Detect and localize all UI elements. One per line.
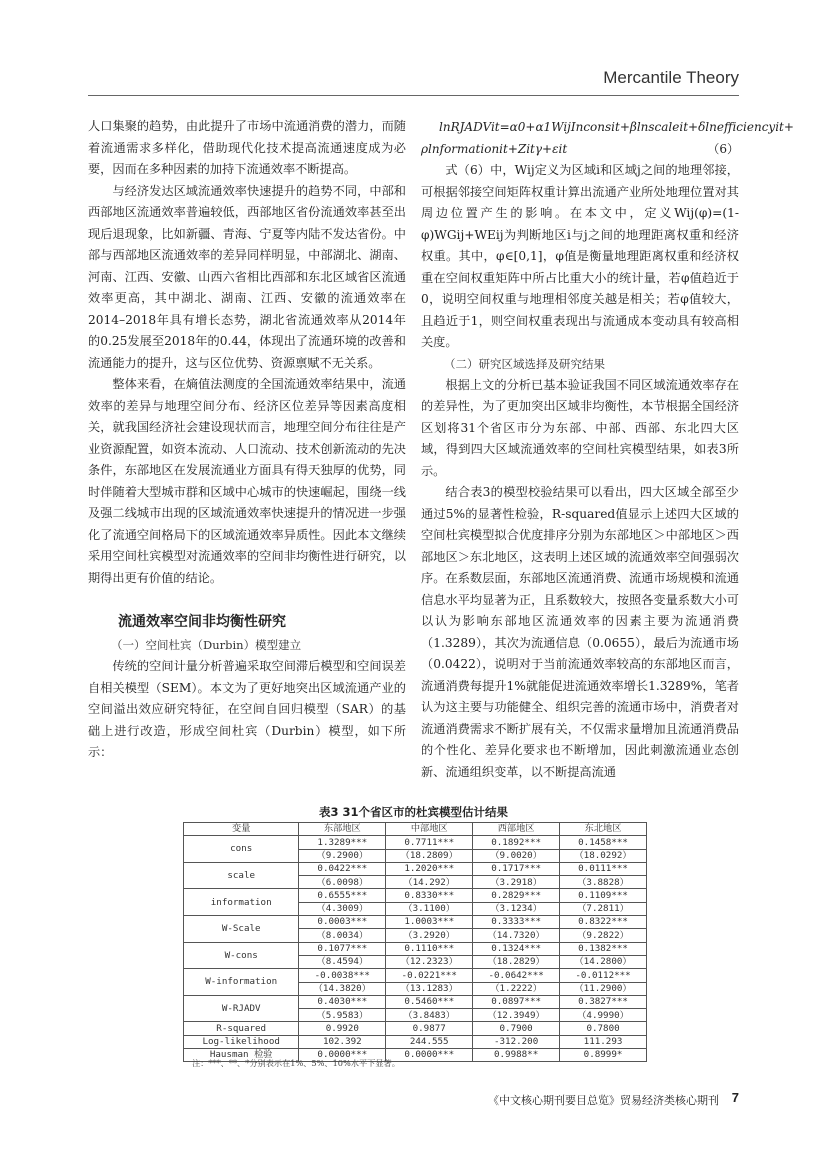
coefficient-cell: 0.2829*** (473, 889, 560, 902)
formula-line-2-text: ρlnformationit+Zitγ+εit (421, 142, 568, 156)
t-statistic-cell: （3.1100） (386, 902, 473, 915)
coefficient-cell: 0.0422*** (299, 862, 386, 875)
coefficient-cell: 0.0897*** (473, 995, 560, 1008)
table-caption: 表3 31个省区市的杜宾模型估计结果 (318, 805, 508, 819)
t-statistic-cell: （9.0020） (473, 849, 560, 862)
t-statistic-cell: （12.2323） (386, 955, 473, 968)
right-paragraph-1: 根据上文的分析已基本验证我国不同区域流通效率存在的差异性，为了更加突出区域非均衡性，本节根据全国经济区划将31个省区市分为东部、中部、西部、东北四大区域，得到四大区域流通效率的空间杜宾模型结果，如表3所示。 (421, 377, 739, 478)
formula-line-1: lnRJADVit=α0+α1WijInconsit+βlnscaleit+δlnefficiencyit+ (439, 120, 794, 134)
coefficient-cell: 0.1382*** (560, 942, 647, 955)
header-rule (88, 95, 739, 96)
table-row (184, 1022, 647, 1035)
table-row (184, 942, 647, 955)
table-header-cell: 东部地区 (299, 823, 386, 836)
left-paragraph-2: 与经济发达区域流通效率快速提升的趋势不同，中部和西部地区流通效率普遍较低，西部地区省份流通效率甚至出现后退现象，比如新疆、青海、宁夏等内陆不发达省份。中部与西部地区流通效率的差异同样明显，中部湖北、湖南、河南、江西、安徽、山西六省相比西部和东北区域省区流通效率更高，其中湖北、湖南、江西、安徽的流通效率在2014–2018年具有增长态势，湖北省流通效率从2014年的0.25发展至2018年的0.44，体现出了流通环境的改善和流通能力的提升，这与区位优势、资源禀赋不无关系。 (88, 183, 406, 370)
coefficient-cell: 0.0111*** (560, 862, 647, 875)
t-statistic-cell: （8.0034） (299, 929, 386, 942)
page-number: 7 (731, 1090, 739, 1105)
table-row (184, 862, 647, 875)
t-statistic-cell: （4.9990） (560, 1009, 647, 1022)
t-statistic-cell: （13.1283） (386, 982, 473, 995)
t-statistic-cell: （3.2920） (386, 929, 473, 942)
variable-cell: W-information (184, 969, 299, 996)
t-statistic-cell: （14.3820） (299, 982, 386, 995)
formula-line-2 (421, 138, 739, 160)
coefficient-cell: 0.1110*** (386, 942, 473, 955)
t-statistic-cell: （4.3009） (299, 902, 386, 915)
table-row (184, 916, 647, 929)
formula-number: （6） (707, 142, 739, 156)
t-statistic-cell: （3.1234） (473, 902, 560, 915)
variable-cell: information (184, 889, 299, 916)
coefficient-cell: 0.1892*** (473, 836, 560, 849)
statistic-value-cell: 0.9988** (473, 1049, 560, 1062)
t-statistic-cell: （1.2222） (473, 982, 560, 995)
t-statistic-cell: （9.2900） (299, 849, 386, 862)
coefficient-cell: 0.0003*** (299, 916, 386, 929)
coefficient-cell: -0.0112*** (560, 969, 647, 982)
statistic-value-cell: 0.9877 (386, 1022, 473, 1035)
section-title: 流通效率空间非均衡性研究 (118, 614, 286, 630)
table-header-cell: 东北地区 (560, 823, 647, 836)
coefficient-cell: 1.0003*** (386, 916, 473, 929)
t-statistic-cell: （7.2811） (560, 902, 647, 915)
t-statistic-cell: （18.2829） (473, 955, 560, 968)
table-header-cell: 变量 (184, 823, 299, 836)
statistic-label-cell: R-squared (184, 1022, 299, 1035)
statistic-value-cell: 0.0000*** (386, 1049, 473, 1062)
statistic-label-cell: Log-likelihood (184, 1035, 299, 1048)
coefficient-cell: -0.0038*** (299, 969, 386, 982)
coefficient-cell: 0.8330*** (386, 889, 473, 902)
coefficient-cell: 0.5460*** (386, 995, 473, 1008)
table-note: 注：***、**、*分别表示在1%、5%、10%水平下显著。 (192, 1058, 400, 1068)
statistic-value-cell: 0.8999* (560, 1049, 647, 1062)
coefficient-cell: 0.1458*** (560, 836, 647, 849)
t-statistic-cell: （9.2822） (560, 929, 647, 942)
t-statistic-cell: （3.8483） (386, 1009, 473, 1022)
variable-cell: W-cons (184, 942, 299, 969)
coefficient-cell: 0.1324*** (473, 942, 560, 955)
coefficient-cell: 0.1077*** (299, 942, 386, 955)
coefficient-cell: 0.3333*** (473, 916, 560, 929)
t-statistic-cell: （8.4594） (299, 955, 386, 968)
table-row (184, 995, 647, 1008)
coefficient-cell: 0.1109*** (560, 889, 647, 902)
left-paragraph-1: 人口集聚的趋势，由此提升了市场中流通消费的潜力，而随着流通需求多样化，借助现代化技术提高流通速度成为必要，因而在多种因素的加持下流通效率不断提高。 (88, 119, 406, 176)
statistic-value-cell: 244.555 (386, 1035, 473, 1048)
left-column (88, 116, 406, 764)
coefficient-cell: 0.8322*** (560, 916, 647, 929)
table-row (184, 969, 647, 982)
t-statistic-cell: （11.2900） (560, 982, 647, 995)
variable-cell: cons (184, 836, 299, 863)
coefficient-cell: 0.6555*** (299, 889, 386, 902)
statistic-value-cell: 0.7800 (560, 1022, 647, 1035)
table-row (184, 836, 647, 849)
left-paragraph-4: 传统的空间计量分析普遍采取空间滞后模型和空间误差自相关模型（SEM）。本文为了更好地突出区域流通产业的空间溢出效应研究特征，在空间自回归模型（SAR）的基础上进行改造，形成空间杜宾（Durbin）模型，如下所示： (88, 659, 406, 759)
statistic-value-cell: 0.7900 (473, 1022, 560, 1035)
t-statistic-cell: （12.3949） (473, 1009, 560, 1022)
statistic-value-cell: 0.9920 (299, 1022, 386, 1035)
t-statistic-cell: （14.292） (386, 876, 473, 889)
coefficient-cell: 0.4030*** (299, 995, 386, 1008)
right-paragraph-2: 结合表3的模型校验结果可以看出，四大区域全部至少通过5%的显著性检验，R-squared值显示上述四大区域的空间杜宾模型拟合优度排序分别为东部地区＞中部地区＞西部地区＞东北地区，这表明上述区域的流通效率空间强弱次序。在系数层面，东部地区流通消费、流通市场规模和流通信息水平均显著为正，且系数较大，按照各变量系数大小可以认为影响东部地区流通效率的因素主要为流通消费（1.3289），其次为流通信息（0.0655），最后为流通市场（0.0422），说明对于当前流通效率较高的东部地区而言，流通消费每提升1%就能促进流通效率增长1.3289%，笔者认为这主要与功能健全、组织完善的流通市场中，消费者对流通消费需求不断扩展有关，不仅需求量增加且流通消费品的个性化、差异化要求也不断增加，因此刺激流通业态创新、流通组织变革，以不断提高流通 (421, 485, 739, 779)
coefficient-cell: 1.3289*** (299, 836, 386, 849)
footer-journal: 《中文核心期刊要目总览》贸易经济类核心期刊 (488, 1094, 719, 1107)
variable-cell: scale (184, 862, 299, 889)
t-statistic-cell: （3.8828） (560, 876, 647, 889)
right-paragraph-formula: 式（6）中，Wij定义为区域i和区域j之间的地理邻接，可根据邻接空间矩阵权重计算出流通产业所处地理位置对其周边位置产生的影响。在本文中，定义Wij(φ)=(1-φ)WGij+WEij为判断地区i与j之间的地理距离权重和经济权重。其中，φ∈[0,1]，φ值是衡量地理距离权重和经济权重在空间权重矩阵中所占比重大小的统计量，若φ值趋近于0，说明空间权重与地理相邻度关越是相关；若φ值较大，且趋近于1，则空间权重表现出与流通成本变动具有较高相关度。 (421, 163, 739, 349)
t-statistic-cell: （3.2918） (473, 876, 560, 889)
statistic-value-cell: 102.392 (299, 1035, 386, 1048)
statistic-label-cell: Hausman 检验 (184, 1049, 299, 1062)
t-statistic-cell: （14.2800） (560, 955, 647, 968)
table-row (184, 889, 647, 902)
t-statistic-cell: （6.0098） (299, 876, 386, 889)
coefficient-cell: -0.0642*** (473, 969, 560, 982)
coefficient-cell: 0.7711*** (386, 836, 473, 849)
subsection-title-results: （二）研究区域选择及研究结果 (444, 356, 605, 371)
t-statistic-cell: （5.9583） (299, 1009, 386, 1022)
t-statistic-cell: （18.0292） (560, 849, 647, 862)
subsection-title-durbin: （一）空间杜宾（Durbin）模型建立 (111, 638, 302, 652)
coefficient-cell: 0.3827*** (560, 995, 647, 1008)
variable-cell: W-Scale (184, 916, 299, 943)
variable-cell: W-RJADV (184, 995, 299, 1022)
statistic-value-cell: 0.0000*** (299, 1049, 386, 1062)
table-row (184, 1035, 647, 1048)
t-statistic-cell: （18.2809） (386, 849, 473, 862)
right-column (421, 116, 794, 783)
left-paragraph-3: 整体来看，在熵值法测度的全国流通效率结果中，流通效率的差异与地理空间分布、经济区位差异等因素高度相关，就我国经济社会建设现状而言，地理空间分布往往是产业资源配置，如资本流动、人口流动、技术创新流动的先决条件，东部地区在发展流通业方面具有得天独厚的优势，同时伴随着大型城市群和区域中心城市的快速崛起，围绕一线及强二线城市出现的区域流通效率快速提升的情况进一步强化了流通空间格局下的区域流通效率异质性。因此本文继续采用空间杜宾模型对流通效率的空间非均衡性进行研究，以期得出更有价值的结论。 (88, 377, 406, 585)
statistic-value-cell: -312.200 (473, 1035, 560, 1048)
statistic-value-cell: 111.293 (560, 1035, 647, 1048)
t-statistic-cell: （14.7320） (473, 929, 560, 942)
results-table (183, 822, 647, 1062)
running-header-title: Mercantile Theory (603, 68, 739, 87)
coefficient-cell: 0.1717*** (473, 862, 560, 875)
table-header-cell: 中部地区 (386, 823, 473, 836)
table-header-row (184, 823, 647, 836)
coefficient-cell: 1.2020*** (386, 862, 473, 875)
table-header-cell: 西部地区 (473, 823, 560, 836)
coefficient-cell: -0.0221*** (386, 969, 473, 982)
